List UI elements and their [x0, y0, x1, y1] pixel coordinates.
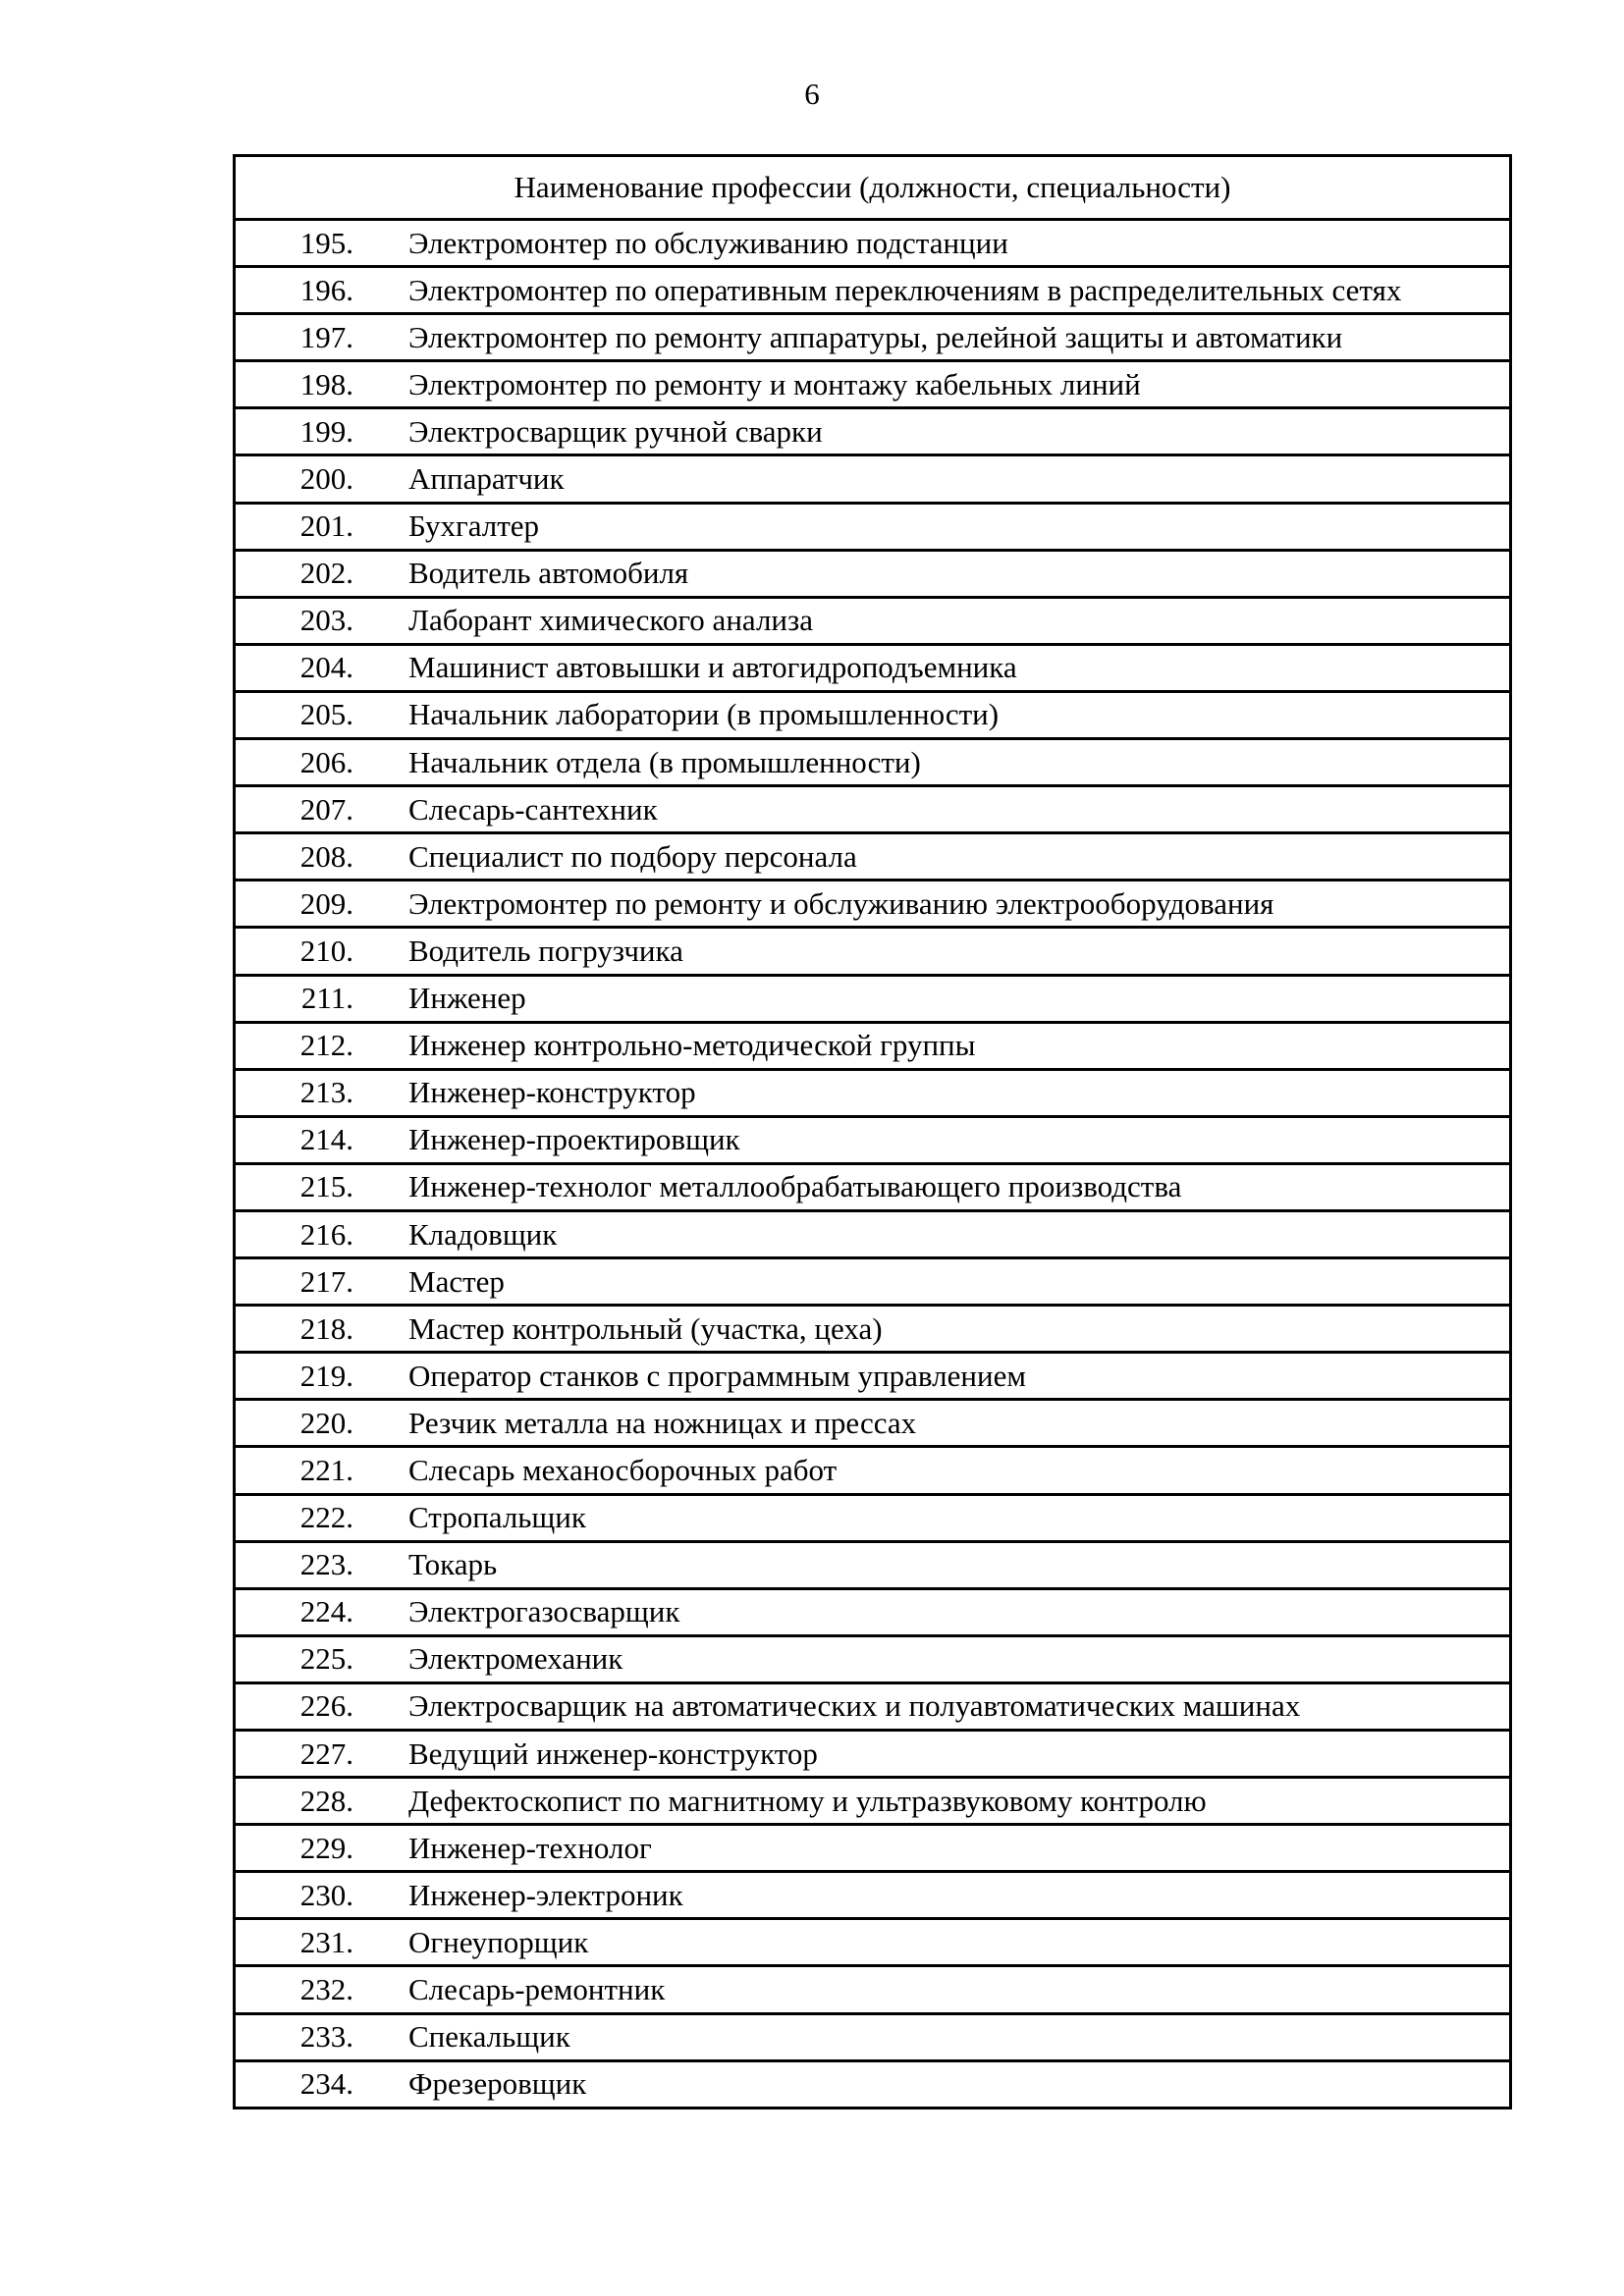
table-row — [236, 1967, 1509, 2014]
profession-name: Электромонтер по ремонту и обслуживанию электрооборудования — [408, 885, 1274, 921]
profession-name: Электрогазосварщик — [408, 1594, 680, 1629]
profession-name: Кладовщик — [408, 1216, 558, 1252]
table-row — [236, 221, 1509, 268]
row-number: 230. — [299, 1877, 353, 1912]
row-number: 228. — [299, 1783, 353, 1818]
table-row — [236, 881, 1509, 929]
table-row — [236, 409, 1509, 456]
profession-name: Электромонтер по обслуживанию подстанции — [408, 225, 1008, 260]
table-row — [236, 505, 1509, 552]
profession-name: Токарь — [408, 1547, 498, 1582]
table-row — [236, 834, 1509, 881]
table-row — [236, 646, 1509, 693]
row-number: 224. — [299, 1594, 353, 1629]
profession-name: Слесарь-ремонтник — [408, 1972, 666, 2007]
table-row — [236, 1448, 1509, 1495]
row-number: 226. — [299, 1688, 353, 1724]
table-row — [236, 1684, 1509, 1732]
profession-name: Спекальщик — [408, 2019, 570, 2055]
profession-name: Машинист автовышки и автогидроподъемника — [408, 650, 1017, 685]
table-row — [236, 787, 1509, 834]
profession-name: Мастер — [408, 1263, 505, 1299]
row-number: 198. — [299, 366, 353, 401]
row-number: 220. — [299, 1405, 353, 1440]
row-number: 196. — [299, 272, 353, 307]
table-row — [236, 362, 1509, 409]
table-row — [236, 2062, 1509, 2109]
profession-name: Фрезеровщик — [408, 2066, 587, 2102]
profession-name: Инженер — [408, 981, 526, 1016]
row-number: 195. — [299, 225, 353, 260]
row-number: 210. — [299, 933, 353, 968]
row-number: 219. — [299, 1358, 353, 1393]
row-number: 212. — [299, 1028, 353, 1063]
profession-name: Электромонтер по ремонту и монтажу кабельных линий — [408, 366, 1141, 401]
table-row — [236, 1259, 1509, 1307]
table-row — [236, 1165, 1509, 1212]
row-number: 205. — [299, 697, 353, 732]
profession-name: Водитель автомобиля — [408, 556, 689, 591]
table-row — [236, 2015, 1509, 2062]
row-number: 200. — [299, 461, 353, 497]
row-number: 229. — [299, 1830, 353, 1865]
professions-table — [233, 154, 1512, 2109]
profession-name: Водитель погрузчика — [408, 933, 683, 968]
row-number: 217. — [299, 1263, 353, 1299]
profession-name: Аппаратчик — [408, 461, 565, 497]
profession-name: Мастер контрольный (участка, цеха) — [408, 1310, 883, 1346]
row-number: 201. — [299, 508, 353, 544]
row-number: 208. — [299, 838, 353, 874]
profession-name: Начальник отдела (в промышленности) — [408, 744, 921, 779]
profession-name: Ведущий инженер-конструктор — [408, 1735, 818, 1771]
table-row — [236, 1590, 1509, 1637]
profession-name: Инженер-технолог металлообрабатывающего производства — [408, 1169, 1182, 1204]
table-row — [236, 599, 1509, 646]
profession-name: Стропальщик — [408, 1500, 586, 1535]
table-row — [236, 1307, 1509, 1354]
row-number: 209. — [299, 885, 353, 921]
table-row — [236, 1496, 1509, 1543]
table-row — [236, 1732, 1509, 1779]
row-number: 211. — [300, 981, 353, 1016]
profession-name: Электросварщик ручной сварки — [408, 413, 823, 449]
profession-name: Слесарь механосборочных работ — [408, 1452, 838, 1487]
table-row — [236, 1779, 1509, 1826]
row-number: 233. — [299, 2019, 353, 2055]
profession-name: Огнеупорщик — [408, 1924, 589, 1959]
profession-name: Электромонтер по оперативным переключениям в распределительных сетях — [408, 272, 1402, 307]
table-row — [236, 1401, 1509, 1448]
row-number: 206. — [299, 744, 353, 779]
profession-name: Лаборант химического анализа — [408, 603, 814, 638]
row-number: 215. — [299, 1169, 353, 1204]
profession-name: Бухгалтер — [408, 508, 540, 544]
table-row — [236, 1354, 1509, 1401]
profession-name: Начальник лаборатории (в промышленности) — [408, 697, 1000, 732]
table-row — [236, 740, 1509, 787]
table-row — [236, 315, 1509, 362]
profession-name: Электромеханик — [408, 1641, 623, 1677]
row-number: 223. — [299, 1547, 353, 1582]
table-row — [236, 1543, 1509, 1590]
table-row — [236, 268, 1509, 315]
profession-name: Слесарь-сантехник — [408, 791, 658, 827]
profession-name: Специалист по подбору персонала — [408, 838, 857, 874]
row-number: 204. — [299, 650, 353, 685]
profession-name: Электромонтер по ремонту аппаратуры, релейной защиты и автоматики — [408, 319, 1343, 354]
table-row — [236, 1071, 1509, 1118]
table-row — [236, 977, 1509, 1024]
profession-name: Инженер-конструктор — [408, 1075, 696, 1110]
profession-name: Электросварщик на автоматических и полуавтоматических машинах — [408, 1688, 1301, 1724]
profession-name: Оператор станков с программным управлением — [408, 1358, 1026, 1393]
table-row — [236, 1920, 1509, 1967]
row-number: 213. — [299, 1075, 353, 1110]
table-row — [236, 693, 1509, 740]
table-row — [236, 1118, 1509, 1165]
table-row — [236, 1826, 1509, 1873]
table-row — [236, 929, 1509, 976]
table-row — [236, 1637, 1509, 1684]
row-number: 199. — [299, 413, 353, 449]
table-row — [236, 1212, 1509, 1259]
profession-name: Инженер-электроник — [408, 1877, 683, 1912]
page-number: 6 — [804, 77, 820, 111]
row-number: 197. — [299, 319, 353, 354]
table-row — [236, 1873, 1509, 1920]
row-number: 214. — [299, 1122, 353, 1157]
row-number: 202. — [299, 556, 353, 591]
row-number: 218. — [299, 1310, 353, 1346]
row-number: 207. — [299, 791, 353, 827]
profession-name: Инженер-проектировщик — [408, 1122, 740, 1157]
row-number: 225. — [299, 1641, 353, 1677]
table-row — [236, 1024, 1509, 1071]
row-number: 232. — [299, 1972, 353, 2007]
table-body — [236, 221, 1509, 2109]
row-number: 234. — [299, 2066, 353, 2102]
profession-name: Резчик металла на ножницах и прессах — [408, 1405, 917, 1440]
table-header: Наименование профессии (должности, специальности) — [236, 157, 1509, 221]
row-number: 221. — [299, 1452, 353, 1487]
profession-name: Инженер-технолог — [408, 1830, 652, 1865]
profession-name: Инженер контрольно-методической группы — [408, 1028, 976, 1063]
row-number: 227. — [299, 1735, 353, 1771]
table-row — [236, 552, 1509, 599]
row-number: 203. — [299, 603, 353, 638]
table-row — [236, 456, 1509, 504]
row-number: 231. — [299, 1924, 353, 1959]
row-number: 216. — [299, 1216, 353, 1252]
row-number: 222. — [299, 1500, 353, 1535]
profession-name: Дефектоскопист по магнитному и ультразвуковому контролю — [408, 1783, 1207, 1818]
